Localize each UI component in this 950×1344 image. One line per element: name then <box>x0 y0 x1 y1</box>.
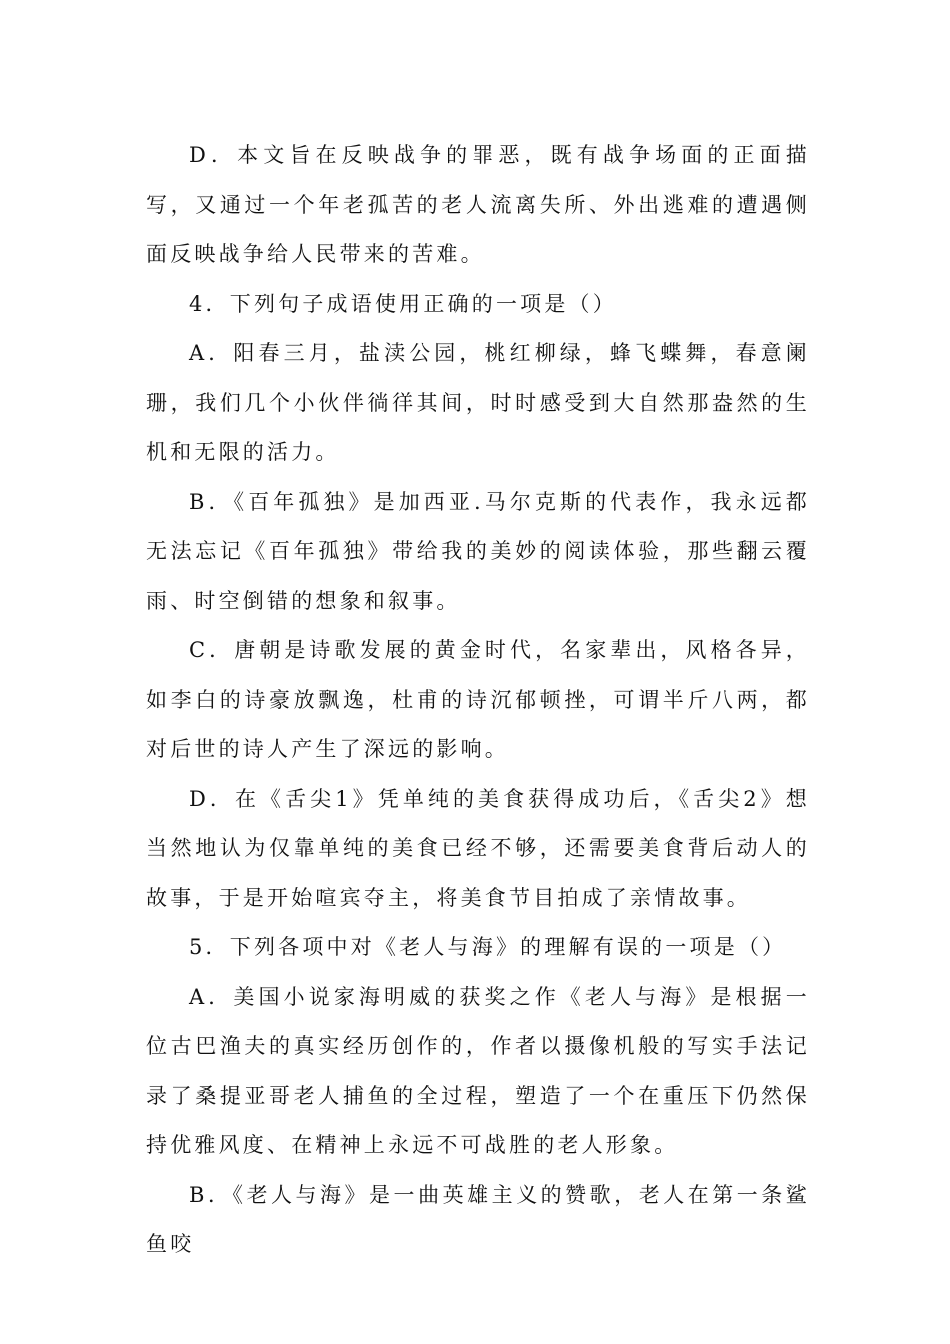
question-4-stem: 4．下列句子成语使用正确的一项是（） <box>189 291 617 316</box>
question-5-option-b: B．《老人与海》是一曲英雄主义的赞歌，老人在第一条鲨鱼咬 <box>146 1182 810 1256</box>
question-4-option-b: B．《百年孤独》是加西亚.马尔克斯的代表作，我永远都无法忘记《百年孤独》带给我的美妙的阅读体验，那些翻云覆雨、时空倒错的想象和叙事。 <box>146 489 810 613</box>
question-4-option-a: A．阳春三月，盐渎公园，桃红柳绿，蜂飞蝶舞，春意阑珊，我们几个小伙伴徜徉其间，时时感受到大自然那盎然的生机和无限的活力。 <box>146 341 810 464</box>
question-5-option-a: A．美国小说家海明威的获奖之作《老人与海》是根据一位古巴渔夫的真实经历创作的，作者以摄像机般的写实手法记录了桑提亚哥老人捕鱼的全过程，塑造了一个在重压下仍然保持优雅风度、在精神上永远不可战胜的老人形象。 <box>146 984 810 1157</box>
question-4-option-d: D．在《舌尖1》凭单纯的美食获得成功后，《舌尖2》想当然地认为仅靠单纯的美食已经不够，还需要美食背后动人的故事，于是开始喧宾夺主，将美食节目拍成了亲情故事。 <box>146 786 810 910</box>
question-4-option-c: C．唐朝是诗歌发展的黄金时代，名家辈出，风格各异，如李白的诗豪放飘逸，杜甫的诗沉郁顿挫，可谓半斤八两，都对后世的诗人产生了深远的影响。 <box>146 638 810 761</box>
option-d-war-theme: D．本文旨在反映战争的罪恶，既有战争场面的正面描写，又通过一个年老孤苦的老人流离失所、外出逃难的遭遇侧面反映战争给人民带来的苦难。 <box>146 143 810 266</box>
document-page <box>146 131 810 1270</box>
question-5-stem: 5．下列各项中对《老人与海》的理解有误的一项是（） <box>189 935 787 959</box>
